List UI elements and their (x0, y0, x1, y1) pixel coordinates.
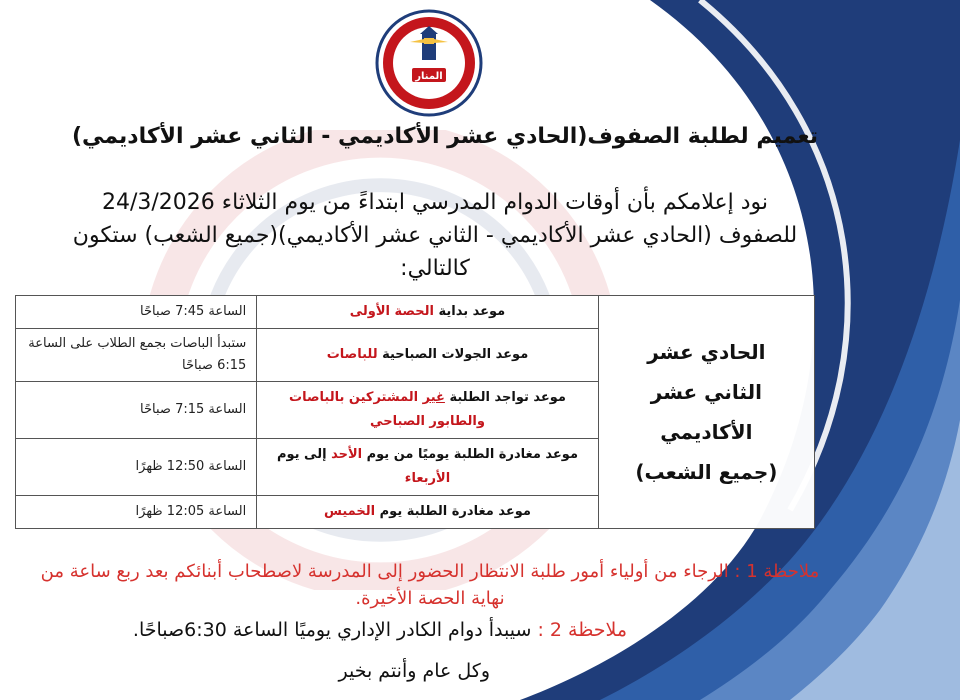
intro-line-3: كالتالي: (400, 256, 470, 281)
closing-greeting: وكل عام وأنتم بخير (338, 660, 490, 682)
item-label-highlight: الأحد (331, 447, 363, 462)
schedule-time-cell: الساعة 12:50 ظهرًا (16, 439, 257, 496)
grade-line-4: (جميع الشعب) (635, 460, 778, 484)
grade-line-3: الأكاديمي (660, 420, 753, 444)
schedule-table (15, 295, 815, 529)
logo-brand-text: المنار (415, 71, 443, 82)
intro-line-1: نود إعلامكم بأن أوقات الدوام المدرسي ابتداءً من يوم الثلاثاء 24/3/2026 (101, 190, 769, 215)
intro-paragraph (40, 186, 830, 285)
note-1: ملاحظة 1 : الرجاء من أولياء أمور طلبة الانتظار الحضور إلى المدرسة لاصطحاب أبنائكم بعد ربع ساعة من نهاية الحصة الأخيرة. (40, 561, 820, 609)
note-2-text: سيبدأ دوام الكادر الإداري يوميًا الساعة 6:30صباحًا. (132, 619, 538, 641)
item-label: موعد بداية (433, 304, 506, 319)
intro-line-2: للصفوف (الحادي عشر الأكاديمي - الثاني عشر الأكاديمي)(جميع الشعب) ستكون (72, 223, 798, 248)
schedule-time-cell: ستبدأ الباصات بجمع الطلاب على الساعة 6:15 صباحًا (16, 329, 257, 382)
note-2 (60, 616, 700, 644)
table-row (16, 296, 815, 329)
schedule-item-cell (257, 439, 598, 496)
schedule-time-cell: الساعة 7:45 صباحًا (16, 296, 257, 329)
schedule-item-cell (257, 296, 598, 329)
item-label-highlight: للباصات (326, 347, 378, 362)
schedule-time-cell: الساعة 12:05 ظهرًا (16, 496, 257, 529)
item-label-highlight-2: المشتركين بالباصات والطابور الصباحي (289, 390, 485, 429)
schedule-item-cell (257, 329, 598, 382)
item-label: موعد تواجد الطلبة (444, 390, 566, 405)
grade-line-1: الحادي عشر (647, 340, 766, 364)
note-2-label: ملاحظة 2 : (537, 619, 628, 641)
item-label-highlight: غير (422, 390, 445, 405)
page-title: تعميم لطلبة الصفوف(الحادي عشر الأكاديمي - الثاني عشر الأكاديمي) (71, 124, 819, 149)
schedule-item-cell (257, 496, 598, 529)
item-label: موعد مغادرة الطلبة يوميًا من يوم (362, 447, 579, 462)
item-label-highlight: الحصة الأولى (349, 304, 434, 319)
item-label-highlight-2: الأربعاء (404, 471, 451, 486)
schedule-item-cell (257, 382, 598, 439)
grade-line-2: الثاني عشر (650, 380, 762, 404)
item-label: موعد الجولات الصباحية (377, 347, 529, 362)
item-label-tail: إلى يوم (276, 447, 332, 462)
schedule-time-cell: الساعة 7:15 صباحًا (16, 382, 257, 439)
grade-cell (598, 296, 814, 529)
item-label: موعد مغادرة الطلبة يوم (375, 504, 531, 519)
item-label-highlight: الخميس (324, 504, 376, 519)
school-logo (374, 8, 484, 118)
